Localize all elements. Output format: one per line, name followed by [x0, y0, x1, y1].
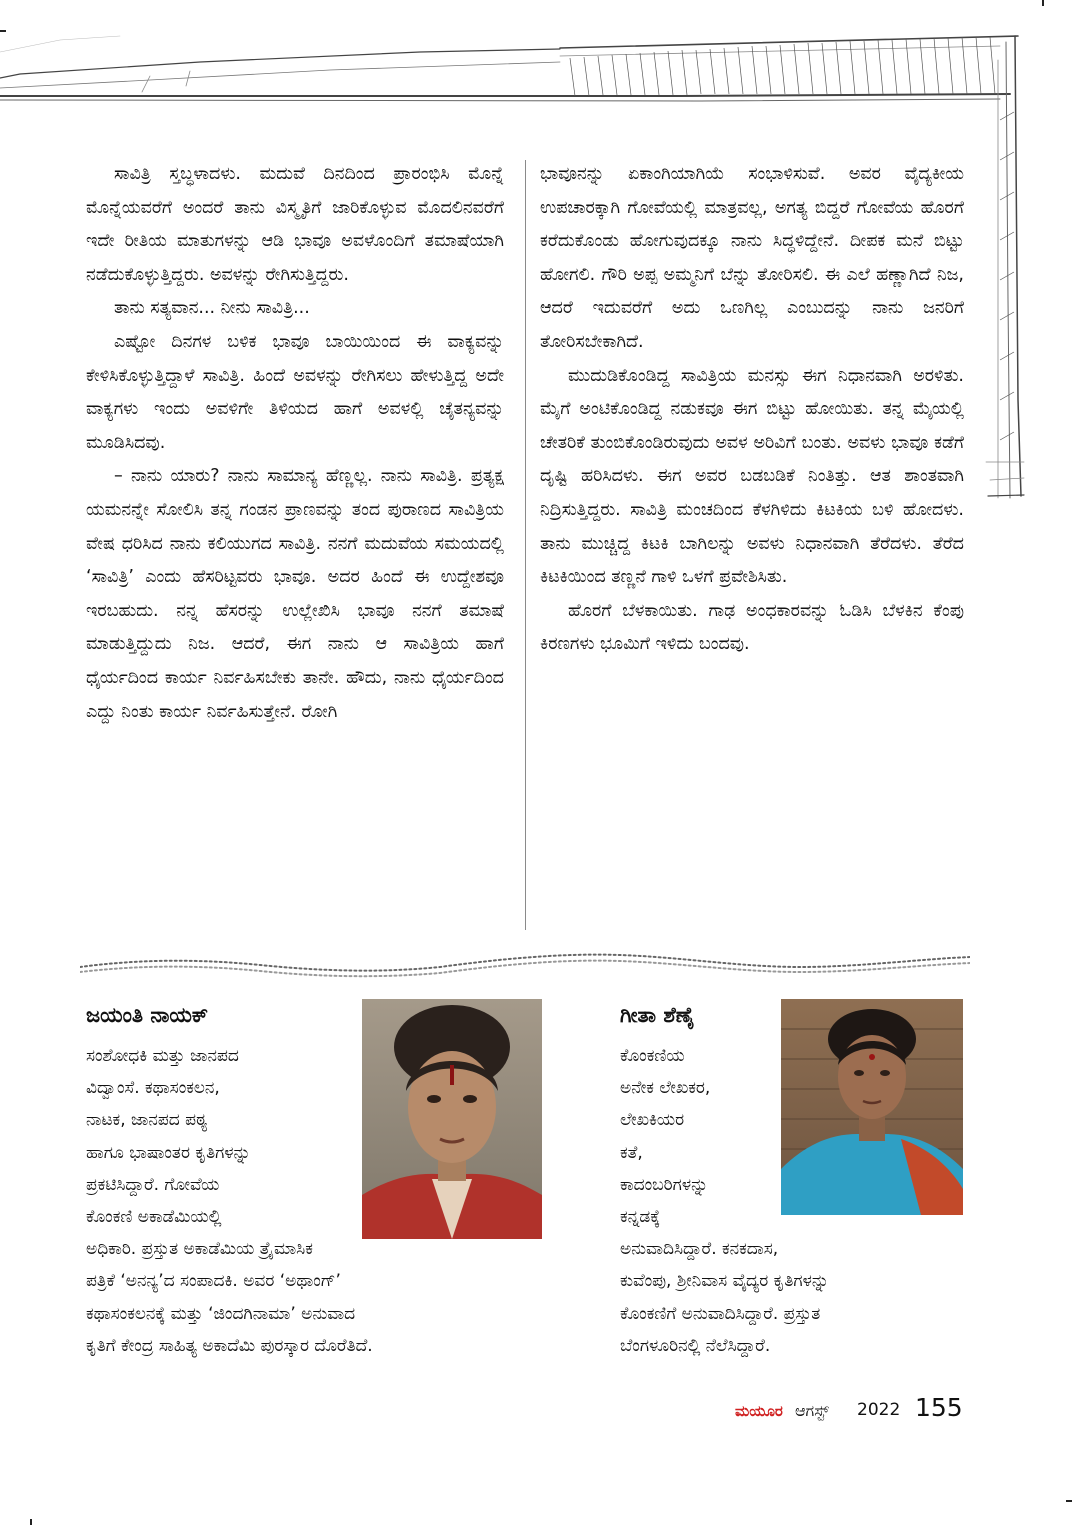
wavy-divider — [80, 945, 970, 983]
bio-line: ಕನ್ನಡಕ್ಕೆ — [620, 1207, 661, 1228]
article-column-right — [540, 158, 964, 662]
bio-line: ಅನುವಾದಿಸಿದ್ದಾರೆ. ಕನಕದಾಸ, — [620, 1239, 779, 1260]
magazine-logo: ಮಯೂರ — [735, 1402, 783, 1420]
author-bio-left — [86, 1040, 556, 1362]
bio-line: ಕೊಂಕಣಿಗೆ ಅನುವಾದಿಸಿದ್ದಾರೆ. ಪ್ರಸ್ತುತ — [620, 1303, 821, 1324]
bio-line: ಕೃತಿಗೆ ಕೇಂದ್ರ ಸಾಹಿತ್ಯ ಅಕಾದೆಮಿ ಪುರಸ್ಕಾರ ದೊರೆತಿದೆ. — [86, 1335, 373, 1356]
bio-line: ಹಾಗೂ ಭಾಷಾಂತರ ಕೃತಿಗಳನ್ನು — [86, 1142, 251, 1163]
article-column-left — [86, 158, 504, 729]
author-bio-right — [620, 1040, 970, 1362]
page-number: 155 — [915, 1393, 963, 1422]
article-paragraph: ಎಷ್ಟೋ ದಿನಗಳ ಬಳಿಕ ಭಾವೂ ಬಾಯಿಯಿಂದ ಈ ವಾಕ್ಯವನ್ನು ಕೇಳಿಸಿಕೊಳ್ಳುತ್ತಿದ್ದಾಳೆ ಸಾವಿತ್ರಿ. ಹಿಂದೆ ಅವಳನ್ನು ರೇಗಿಸಲು ಹೇಳುತ್ತಿದ್ದ ಅದೇ ವಾಕ್ಯಗಳು ಇಂದು ಅವಳಿಗೇ ತಿಳಿಯದ ಹಾಗೆ ಅವಳಲ್ಲಿ ಚೈತನ್ಯವನ್ನು ಮೂಡಿಸಿದವು. — [86, 331, 504, 453]
bio-line: ಕೊಂಕಣಿ ಅಕಾಡೆಮಿಯಲ್ಲಿ — [86, 1207, 222, 1228]
page-footer — [735, 1392, 965, 1428]
bio-line: ಪತ್ರಿಕೆ ‘ಅನನ್ಯ’ದ ಸಂಪಾದಕಿ. ಅವರ ‘ಅಥಾಂಗ್’ — [86, 1271, 341, 1292]
author-name-left: ಜಯಂತಿ ನಾಯಕ್ — [86, 1003, 209, 1027]
author-name-right: ಗೀತಾ ಶೆಣೈ — [620, 1003, 695, 1027]
bio-line: ಬೆಂಗಳೂರಿನಲ್ಲಿ ನೆಲೆಸಿದ್ದಾರೆ. — [620, 1335, 771, 1356]
article-paragraph: – ನಾನು ಯಾರು? ನಾನು ಸಾಮಾನ್ಯ ಹೆಣ್ಣಲ್ಲ. ನಾನು ಸಾವಿತ್ರಿ. ಪ್ರತ್ಯಕ್ಷ ಯಮನನ್ನೇ ಸೋಲಿಸಿ ತನ್ನ ಗಂಡನ ಪ್ರಾಣವನ್ನು ತಂದ ಪುರಾಣದ ಸಾವಿತ್ರಿಯ ವೇಷ ಧರಿಸಿದ ನಾನು ಕಲಿಯುಗದ ಸಾವಿತ್ರಿ. ನನಗೆ ಮದುವೆಯ ಸಮಯದಲ್ಲಿ ‘ಸಾವಿತ್ರಿ’ ಎಂದು ಹೆಸರಿಟ್ಟವರು ಭಾವೂ. ಅದರ ಹಿಂದೆ ಈ ಉದ್ದೇಶವೂ ಇರಬಹುದು. ನನ್ನ ಹೆಸರನ್ನು ಉಲ್ಲೇಖಿಸಿ ಭಾವೂ ನನಗೆ ತಮಾಷೆ ಮಾಡುತ್ತಿದ್ದುದು ನಿಜ. ಆದರೆ, ಈಗ ನಾನು ಆ ಸಾವಿತ್ರಿಯ ಹಾಗೆ ಧೈರ್ಯದಿಂದ ಕಾರ್ಯ ನಿರ್ವಹಿಸಬೇಕು ತಾನೇ. ಹೌದು, ನಾನು ಧೈರ್ಯದಿಂದ ಎದ್ದು ನಿಂತು ಕಾರ್ಯ ನಿರ್ವಹಿಸುತ್ತೇನೆ. ರೋಗಿ — [86, 466, 504, 722]
bio-line: ಕೊಂಕಣಿಯ — [620, 1046, 685, 1066]
crop-mark-bottom-left — [30, 1519, 32, 1525]
article-paragraph: ಮುದುಡಿಕೊಂಡಿದ್ದ ಸಾವಿತ್ರಿಯ ಮನಸ್ಸು ಈಗ ನಿಧಾನವಾಗಿ ಅರಳಿತು. ಮೈಗೆ ಅಂಟಿಕೊಂಡಿದ್ದ ನಡುಕವೂ ಈಗ ಬಿಟ್ಟು ಹೋಯಿತು. ತನ್ನ ಮೈಯಲ್ಲಿ ಚೇತರಿಕೆ ತುಂಬಿಕೊಂಡಿರುವುದು ಅವಳ ಅರಿವಿಗೆ ಬಂತು. ಅವಳು ಭಾವೂ ಕಡೆಗೆ ದೃಷ್ಟಿ ಹರಿಸಿದಳು. ಈಗ ಅವರ ಬಡಬಡಿಕೆ ನಿಂತಿತ್ತು. ಆತ ಶಾಂತವಾಗಿ ನಿದ್ರಿಸುತ್ತಿದ್ದರು. ಸಾವಿತ್ರಿ ಮಂಚದಿಂದ ಕೆಳಗಿಳಿದು ಕಿಟಕಿಯ ಬಳಿ ಹೋದಳು. ತಾನು ಮುಚ್ಚಿದ್ದ ಕಿಟಕಿ ಬಾಗಿಲನ್ನು ಅವಳು ನಿಧಾನವಾಗಿ ತೆರೆದಳು. ತೆರೆದ ಕಿಟಕಿಯಿಂದ ತಣ್ಣನೆ ಗಾಳಿ ಒಳಗೆ ಪ್ರವೇಶಿಸಿತು. — [540, 365, 964, 588]
column-divider — [525, 160, 526, 930]
article-paragraph: ಭಾವೂನನ್ನು ಏಕಾಂಗಿಯಾಗಿಯೆ ಸಂಭಾಳಿಸುವೆ. ಅವರ ವೈದ್ಯಕೀಯ ಉಪಚಾರಕ್ಕಾಗಿ ಗೋವೆಯಲ್ಲಿ ಮಾತ್ರವಲ್ಲ, ಅಗತ್ಯ ಬಿದ್ದರೆ ಗೋವೆಯ ಹೊರಗೆ ಕರೆದುಕೊಂಡು ಹೋಗುವುದಕ್ಕೂ ನಾನು ಸಿದ್ಧಳಿದ್ದೇನೆ. ದೀಪಕ ಮನೆ ಬಿಟ್ಟು ಹೋಗಲಿ. ಗೌರಿ ಅಪ್ಪ ಅಮ್ಮನಿಗೆ ಬೆನ್ನು ತೋರಿಸಲಿ. ಈ ಎಲೆ ಹಣ್ಣಾಗಿದೆ ನಿಜ, ಆದರೆ ಇದುವರೆಗೆ ಅದು ಒಣಗಿಲ್ಲ ಎಂಬುದನ್ನು ನಾನು ಜನರಿಗೆ ತೋರಿಸಬೇಕಾಗಿದೆ. — [540, 164, 964, 352]
issue-month: ಆಗಸ್ಟ್ — [795, 1401, 830, 1420]
bio-line: ಕತೆ, — [620, 1142, 643, 1163]
bio-line: ಅನೇಕ ಲೇಖಕರ, — [620, 1078, 711, 1099]
bio-line: ಕಾದಂಬರಿಗಳನ್ನು — [620, 1174, 709, 1195]
article-paragraph: ಸಾವಿತ್ರಿ ಸ್ತಬ್ಧಳಾದಳು. ಮದುವೆ ದಿನದಿಂದ ಪ್ರಾರಂಭಿಸಿ ಮೊನ್ನೆ ಮೊನ್ನೆಯವರೆಗೆ ಅಂದರೆ ತಾನು ವಿಸ್ಮೃತಿಗೆ ಜಾರಿಕೊಳ್ಳುವ ಮೊದಲಿನವರೆಗೆ ಇದೇ ರೀತಿಯ ಮಾತುಗಳನ್ನು ಆಡಿ ಭಾವೂ ಅವಳೊಂದಿಗೆ ತಮಾಷೆಯಾಗಿ ನಡೆದುಕೊಳ್ಳುತ್ತಿದ್ದರು. ಅವಳನ್ನು ರೇಗಿಸುತ್ತಿದ್ದರು. — [86, 164, 504, 285]
bio-line: ಕುವೆಂಪು, ಶ್ರೀನಿವಾಸ ವೈದ್ಯರ ಕೃತಿಗಳನ್ನು — [620, 1271, 829, 1292]
bio-line: ಅಧಿಕಾರಿ. ಪ್ರಸ್ತುತ ಅಕಾಡೆಮಿಯ ತ್ರೈಮಾಸಿಕ — [86, 1239, 313, 1260]
bio-line: ಪ್ರಕಟಿಸಿದ್ದಾರೆ. ಗೋವೆಯ — [86, 1174, 220, 1195]
bio-line: ವಿದ್ವಾಂಸೆ. ಕಥಾಸಂಕಲನ, — [86, 1078, 220, 1099]
bio-line: ನಾಟಕ, ಜಾನಪದ ಪಠ್ಯ — [86, 1110, 208, 1131]
bio-line: ಕಥಾಸಂಕಲನಕ್ಕೆ ಮತ್ತು ‘ಜಿಂದಗಿನಾಮಾ’ ಅನುವಾದ — [86, 1303, 356, 1324]
crop-mark-bottom-right — [1066, 1500, 1072, 1502]
article-paragraph: ಹೊರಗೆ ಬೆಳಕಾಯಿತು. ಗಾಢ ಅಂಧಕಾರವನ್ನು ಓಡಿಸಿ ಬೆಳಕಿನ ಕೆಂಪು ಕಿರಣಗಳು ಭೂಮಿಗೆ ಇಳಿದು ಬಂದವು. — [540, 600, 964, 655]
issue-year: 2022 — [857, 1400, 901, 1420]
article-paragraph: ತಾನು ಸತ್ಯವಾನ... ನೀನು ಸಾವಿತ್ರಿ... — [114, 298, 310, 319]
bio-line: ಲೇಖಕಿಯರ — [620, 1110, 685, 1131]
bio-line: ಸಂಶೋಧಕಿ ಮತ್ತು ಜಾನಪದ — [86, 1046, 239, 1066]
